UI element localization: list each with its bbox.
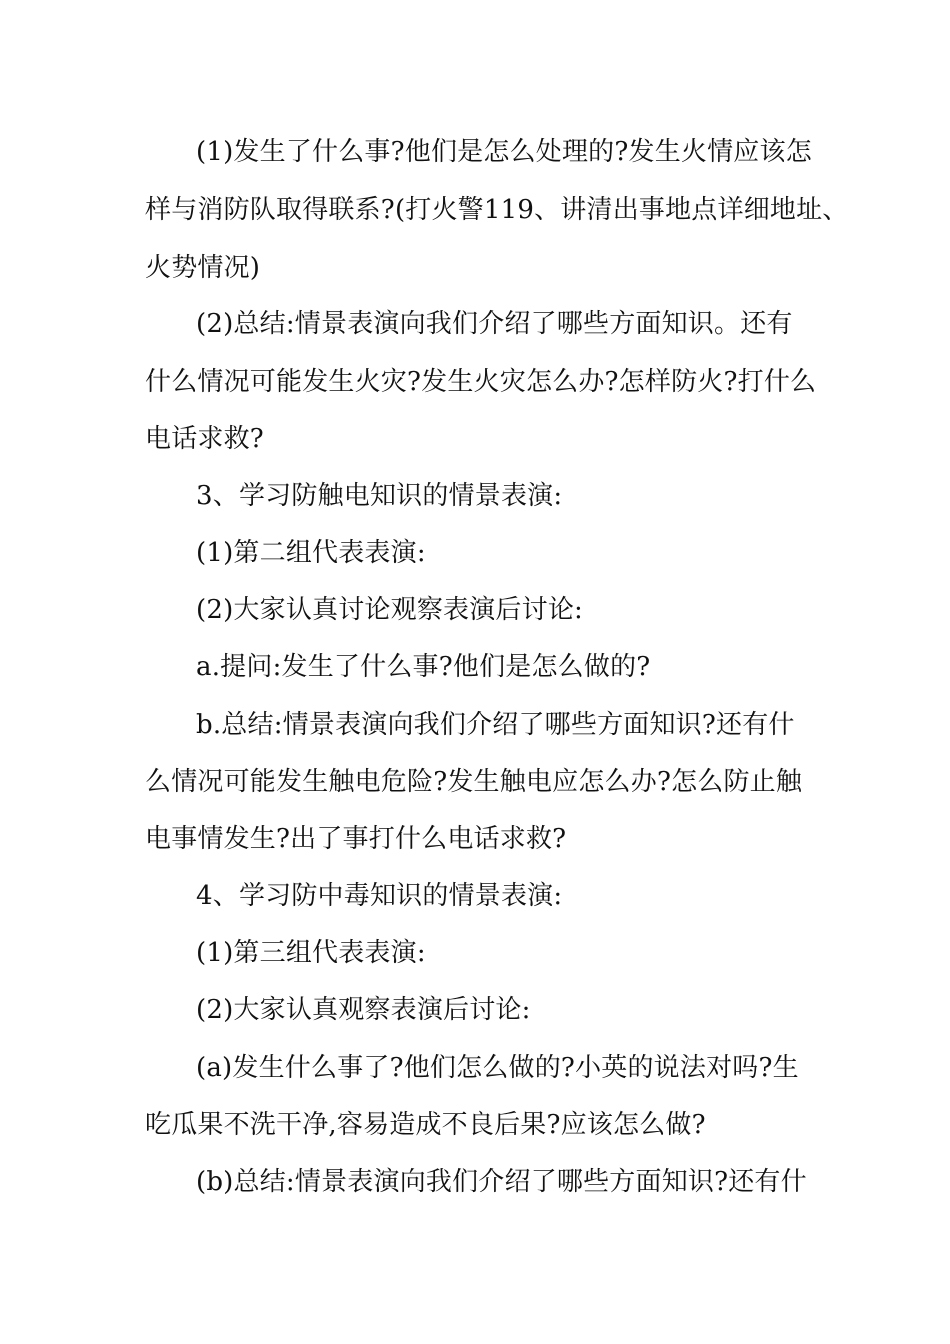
text-line: 电事情发生?出了事打什么电话求救? xyxy=(145,824,567,854)
text-line: 什么情况可能发生火灾?发生火灾怎么办?怎样防火?打什么 xyxy=(145,367,817,397)
text-line: 电话求救? xyxy=(145,424,264,454)
text-line: 么情况可能发生触电危险?发生触电应怎么办?怎么防止触 xyxy=(145,767,803,797)
text-line: 吃瓜果不洗干净,容易造成不良后果?应该怎么做? xyxy=(145,1110,706,1140)
text-line: 3、学习防触电知识的情景表演: xyxy=(196,481,563,511)
text-line: (1)第二组代表表演: xyxy=(196,538,426,568)
text-line: (2)总结:情景表演向我们介绍了哪些方面知识。还有 xyxy=(196,309,793,339)
text-line: 4、学习防中毒知识的情景表演: xyxy=(196,881,563,911)
text-line: (a)发生什么事了?他们怎么做的?小英的说法对吗?生 xyxy=(196,1053,799,1083)
text-line: (1)发生了什么事?他们是怎么处理的?发生火情应该怎 xyxy=(196,137,812,167)
text-line: a.提问:发生了什么事?他们是怎么做的? xyxy=(196,652,651,682)
text-line: 火势情况) xyxy=(145,253,261,283)
text-line: (b)总结:情景表演向我们介绍了哪些方面知识?还有什 xyxy=(196,1167,807,1197)
text-line: 样与消防队取得联系?(打火警119、讲清出事地点详细地址、 xyxy=(145,195,849,225)
text-line: b.总结:情景表演向我们介绍了哪些方面知识?还有什 xyxy=(196,710,795,740)
text-line: (2)大家认真讨论观察表演后讨论: xyxy=(196,595,583,625)
text-line: (1)第三组代表表演: xyxy=(196,938,426,968)
text-line: (2)大家认真观察表演后讨论: xyxy=(196,995,531,1025)
